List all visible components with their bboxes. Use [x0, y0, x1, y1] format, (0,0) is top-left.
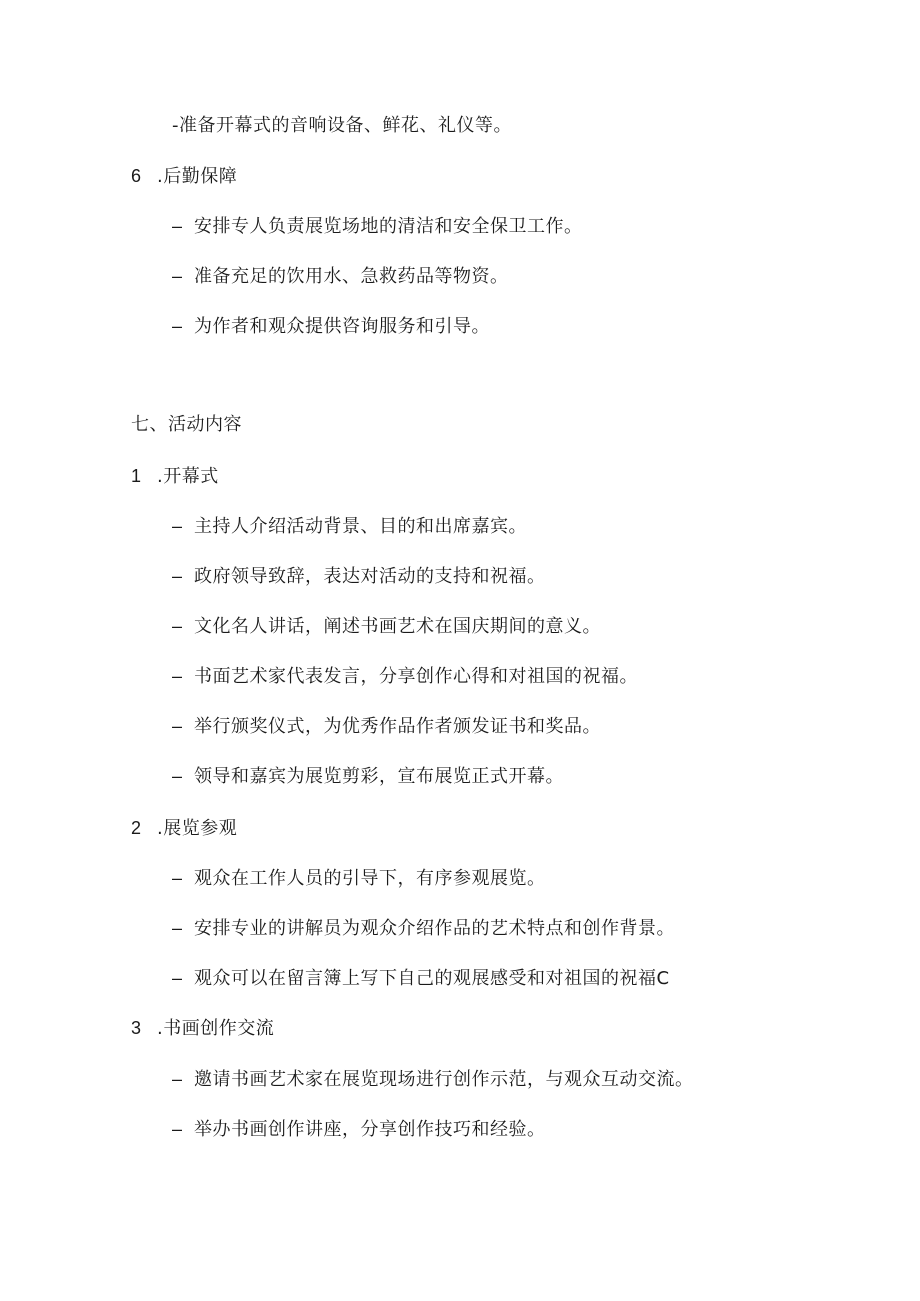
bullet-item	[172, 916, 675, 941]
bullet-text: 安排专业的讲解员为观众介绍作品的艺术特点和创作背景。	[194, 918, 675, 939]
bullet-text: 安排专人负责展览场地的清洁和安全保卫工作。	[194, 216, 583, 237]
dash-marker: –	[172, 316, 183, 336]
bullet-text: 观众可以在留言簿上写下自己的观展感受和对祖国的祝福C	[194, 968, 670, 989]
item-title: .开幕式	[157, 466, 219, 487]
bullet-item	[172, 214, 583, 239]
dash-marker: –	[172, 616, 183, 636]
bullet-text: 文化名人讲话，阐述书画艺术在国庆期间的意义。	[194, 616, 601, 637]
bullet-text: 准备充足的饮用水、急救药品等物资。	[194, 266, 509, 287]
bullet-item	[172, 714, 601, 739]
dash-marker: –	[172, 716, 183, 736]
bullet-item	[172, 966, 670, 991]
bullet-text: 举办书画创作讲座，分享创作技巧和经验。	[194, 1119, 546, 1140]
dash-marker: –	[172, 968, 183, 988]
bullet-text: 政府领导致辞，表达对活动的支持和祝福。	[194, 566, 546, 587]
item-number: 1	[131, 466, 142, 486]
bullet-item	[172, 514, 527, 539]
bullet-text: 书面艺术家代表发言，分享创作心得和对祖国的祝福。	[194, 666, 638, 687]
numbered-heading	[131, 1016, 274, 1041]
dash-marker: –	[172, 1119, 183, 1139]
bullet-item	[172, 1117, 546, 1142]
bullet-item	[172, 664, 638, 689]
item-title: .后勤保障	[157, 166, 238, 187]
item-number: 3	[131, 1018, 142, 1038]
bullet-item	[172, 764, 564, 789]
dash-marker: –	[172, 1069, 183, 1089]
bullet-text: 领导和嘉宾为展览剪彩，宣布展览正式开幕。	[194, 766, 564, 787]
item-title: .展览参观	[157, 818, 238, 839]
dash-marker: –	[172, 566, 183, 586]
bullet-item	[172, 264, 509, 289]
dash-marker: –	[172, 516, 183, 536]
dash-marker: –	[172, 666, 183, 686]
bullet-text: 为作者和观众提供咨询服务和引导。	[194, 316, 490, 337]
dash-marker: –	[172, 868, 183, 888]
section-heading: 七、活动内容	[131, 414, 242, 435]
bullet-item	[172, 564, 546, 589]
dash-marker: –	[172, 266, 183, 286]
bullet-item	[172, 614, 601, 639]
numbered-heading	[131, 464, 219, 489]
bullet-text: 邀请书画艺术家在展览现场进行创作示范，与观众互动交流。	[194, 1069, 694, 1090]
bullet-item	[172, 866, 546, 891]
bullet-item: -准备开幕式的音响设备、鲜花、礼仪等。	[172, 115, 512, 136]
dash-marker: –	[172, 216, 183, 236]
bullet-item	[172, 314, 490, 339]
item-title: .书画创作交流	[157, 1018, 275, 1039]
numbered-heading	[131, 816, 237, 841]
dash-marker: –	[172, 766, 183, 786]
dash-marker: –	[172, 918, 183, 938]
bullet-text: 观众在工作人员的引导下，有序参观展览。	[194, 868, 546, 889]
item-number: 6	[131, 166, 142, 186]
bullet-text: 主持人介绍活动背景、目的和出席嘉宾。	[194, 516, 527, 537]
bullet-item	[172, 1067, 694, 1092]
numbered-heading	[131, 164, 237, 189]
item-number: 2	[131, 818, 142, 838]
bullet-text: 举行颁奖仪式，为优秀作品作者颁发证书和奖品。	[194, 716, 601, 737]
